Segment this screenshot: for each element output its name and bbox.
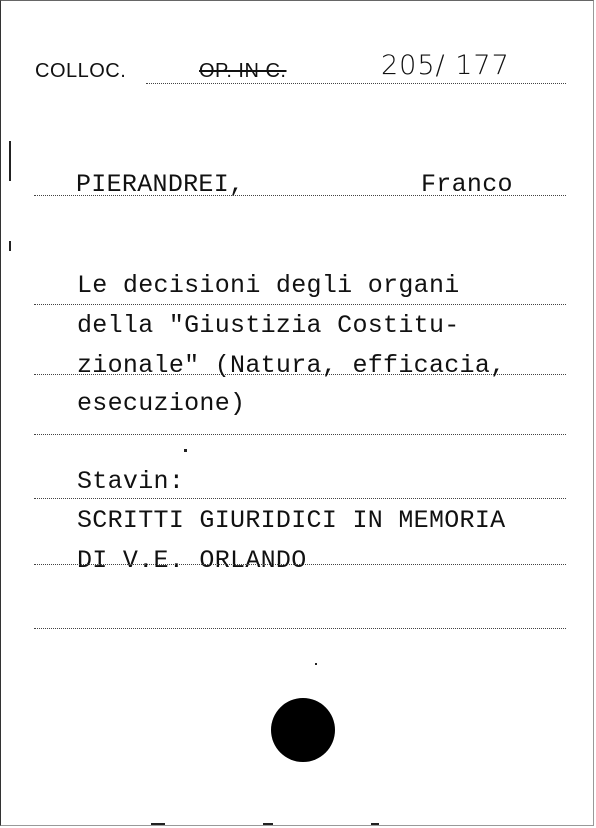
speck <box>263 823 273 825</box>
struck-shelfmark: OP. IN C. <box>199 60 287 82</box>
source-line-2: DI V.E. ORLANDO <box>77 546 307 575</box>
source-line-1: SCRITTI GIURIDICI IN MEMORIA <box>77 506 506 535</box>
title-line-1: Le decisioni degli organi <box>77 271 460 300</box>
speck <box>151 823 165 825</box>
speck <box>315 663 317 665</box>
title-dotted-line-1 <box>34 304 566 305</box>
title-line-2: della "Giustizia Costitu- <box>77 311 460 340</box>
title-line-4: esecuzione) <box>77 389 246 418</box>
in-label: Stavin: <box>77 467 185 496</box>
source-dotted-line-1 <box>34 498 566 499</box>
punch-hole <box>271 698 335 762</box>
colloc-dotted-line <box>146 83 566 84</box>
source-dotted-line-2 <box>34 564 566 565</box>
title-line-3: zionale" (Natura, efficacia, <box>77 351 506 380</box>
shelfmark: 205/ 177 <box>381 50 510 81</box>
speck <box>371 823 379 825</box>
edge-mark <box>9 241 11 251</box>
blank-dotted-line <box>34 628 566 629</box>
author-forename: Franco <box>421 170 513 199</box>
edge-mark <box>9 141 11 181</box>
title-dotted-line-2 <box>34 374 566 375</box>
title-dotted-line-3 <box>34 434 566 435</box>
speck <box>184 449 187 452</box>
author-surname: PIERANDREI, <box>76 170 245 199</box>
colloc-label: COLLOC. <box>35 60 127 82</box>
author-dotted-line <box>34 195 566 196</box>
